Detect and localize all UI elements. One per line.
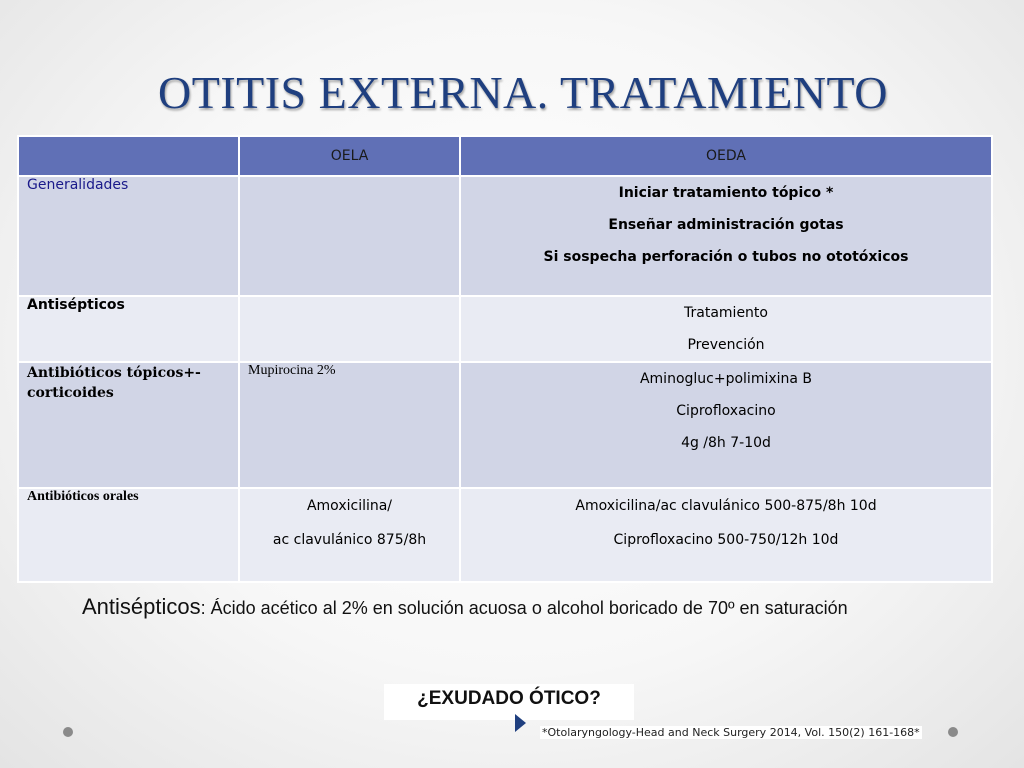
table-row <box>18 488 992 582</box>
row-label-antibioticos-orales: Antibióticos orales <box>18 488 239 582</box>
slide-title: OTITIS EXTERNA. TRATAMIENTO <box>158 67 889 118</box>
antisepticos-note <box>82 594 848 620</box>
cell-text: Ciprofloxacino 500-750/12h 10d <box>613 532 839 548</box>
table-row <box>18 362 992 488</box>
cell-text: Ciprofloxacino <box>676 403 776 419</box>
table-row <box>18 296 992 362</box>
header-oeda: OEDA <box>460 136 992 176</box>
cell-text: Aminogluc+polimixina B <box>639 371 813 387</box>
cell-oeda-generalidades <box>460 176 992 296</box>
table-row <box>18 176 992 296</box>
table-header-row <box>18 136 992 176</box>
cell-text: Amoxicilina/ <box>306 498 393 514</box>
note-text: : Ácido acético al 2% en solución acuosa o alcohol boricado de 70º en saturación <box>200 598 848 618</box>
cell-text: Prevención <box>687 337 765 353</box>
exudado-box: ¿EXUDADO ÓTICO? <box>384 684 634 720</box>
row-label-generalidades: Generalidades <box>18 176 239 296</box>
cell-oeda-antibioticos-orales <box>460 488 992 582</box>
cell-text: Iniciar tratamiento tópico * <box>618 185 834 201</box>
cell-text: Tratamiento <box>684 305 768 321</box>
cell-oela-antibioticos-topicos: Mupirocina 2% <box>239 362 460 488</box>
header-empty <box>18 136 239 176</box>
cell-text: Enseñar administración gotas <box>608 217 844 233</box>
cell-oela-antibioticos-orales <box>239 488 460 582</box>
note-lead: Antisépticos <box>82 594 201 619</box>
decorative-dot-right-icon <box>948 727 958 737</box>
cell-text: ac clavulánico 875/8h <box>272 532 427 548</box>
row-label-antibioticos-topicos: Antibióticos tópicos+-corticoides <box>18 362 239 488</box>
citation: *Otolaryngology-Head and Neck Surgery 2014, Vol. 150(2) 161-168* <box>542 726 920 739</box>
decorative-dot-left-icon <box>63 727 73 737</box>
arrow-right-icon <box>515 714 526 732</box>
row-label-antisepticos: Antisépticos <box>18 296 239 362</box>
cell-oela-antisepticos <box>239 296 460 362</box>
header-oela: OELA <box>239 136 460 176</box>
cell-oeda-antibioticos-topicos <box>460 362 992 488</box>
cell-text: 4g /8h 7-10d <box>681 435 771 451</box>
cell-text: Amoxicilina/ac clavulánico 500-875/8h 10d <box>575 498 877 514</box>
cell-oeda-antisepticos <box>460 296 992 362</box>
cell-oela-generalidades <box>239 176 460 296</box>
treatment-table <box>17 135 993 583</box>
cell-text: Si sospecha perforación o tubos no ototóxicos <box>543 249 909 265</box>
